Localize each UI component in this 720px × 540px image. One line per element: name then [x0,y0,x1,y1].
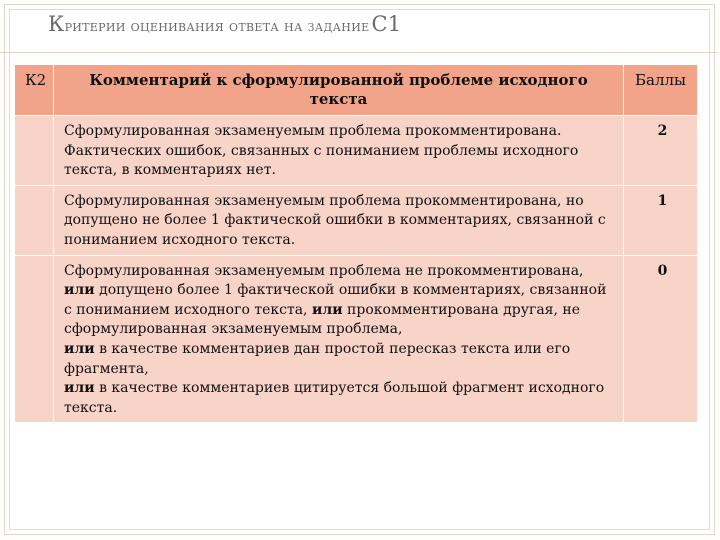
header-comment: Комментарий к сформулированной проблеме исходного текста [54,65,624,116]
row-text-part: допущено более 1 фактической ошибки в комментариях, связанной с пониманием исходного текста, [64,282,607,318]
title-divider [0,52,718,53]
row-score: 1 [624,185,698,255]
or-keyword: или [64,340,95,357]
row-code-cell [15,116,54,186]
row-text-part: Сформулированная экзаменуемым проблема не прокомментирована, [64,262,584,279]
title-text: ритерии оценивания ответа на задание [64,17,370,35]
row-code-cell [15,255,54,423]
row-text [54,255,624,423]
or-keyword: или [64,282,95,299]
row-score: 0 [624,255,698,423]
table-row [15,255,698,423]
table-row [15,116,698,186]
row-text-part: в качестве комментариев дан простой пересказ текста или его фрагмента, [64,340,571,377]
table-row [15,185,698,255]
or-keyword: или [64,380,95,397]
header-score: Баллы [624,65,698,116]
title-initial: К [48,12,65,36]
row-score: 2 [624,116,698,186]
slide-title [48,12,401,46]
title-suffix: С1 [371,12,402,36]
row-text: Сформулированная экзаменуемым проблема прокомментирована. Фактических ошибок, связанных с пониманием проблемы исходного текста, в комментариях нет. [54,116,624,186]
table-header-row [15,65,698,116]
or-keyword: или [311,301,343,318]
row-text-part: прокомментирована другая, не сформулированная экзаменуемым проблема, [64,301,581,338]
row-code-cell [15,185,54,255]
criteria-table [14,64,698,423]
row-text-part: в качестве комментариев цитируется большой фрагмент исходного текста. [64,380,605,416]
header-code: К2 [15,65,54,116]
row-text: Сформулированная экзаменуемым проблема прокомментирована, но допущено не более 1 фактической ошибки в комментариях, связанной с пониманием исходного текста. [54,185,624,255]
